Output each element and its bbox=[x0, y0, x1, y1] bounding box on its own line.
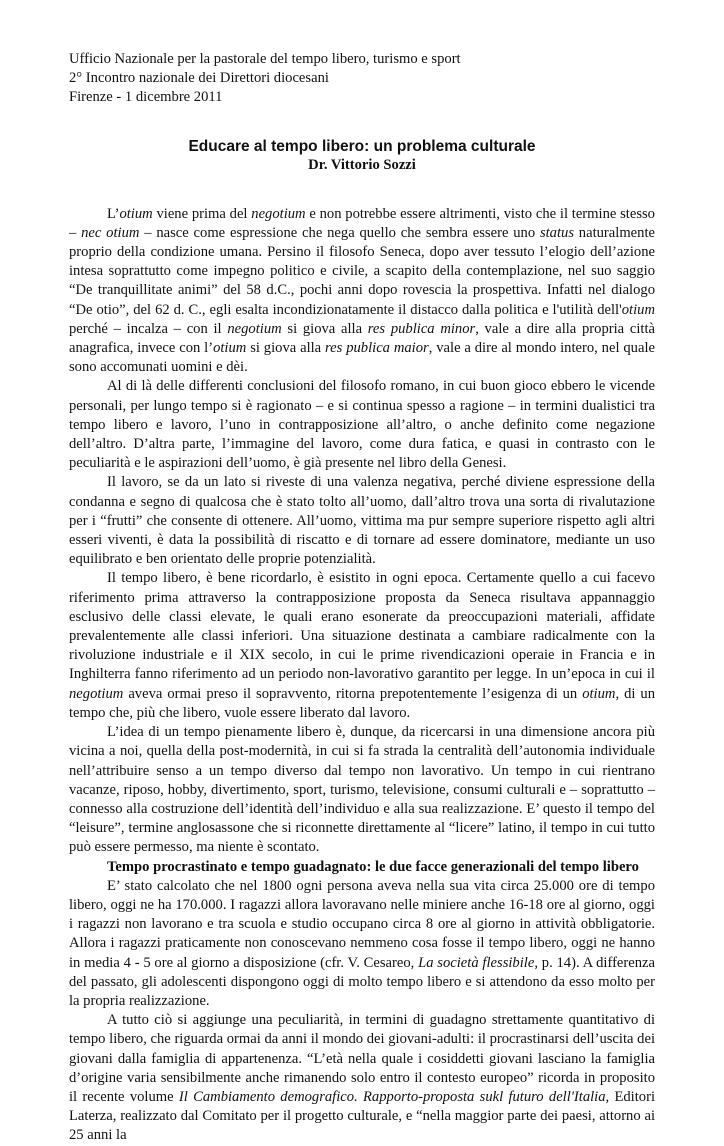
text-run: L’ bbox=[107, 205, 120, 222]
italic-term: negotium bbox=[251, 205, 306, 222]
paragraph-4 bbox=[69, 569, 655, 723]
text-run: – nasce come espressione che nega quello che sembra essere uno bbox=[139, 224, 540, 241]
text-run: Editori Laterza, realizzato dal Comitato per il progetto culturale, e “nella maggior parte dei paesi, attorno ai 25 anni la bbox=[69, 1088, 656, 1144]
title-block bbox=[69, 137, 655, 175]
paragraph-5: L’idea di un tempo pienamente libero è, dunque, da ricercarsi in una dimensione ancora più vicina a noi, quella della post-modernità, in cui si fa strada la centralità dell’autonomia individuale nell’attribuire senso a un tempo diverso dal tempo non lavorativo. Un tempo in cui rientrano vacanze, riposo, hobby, divertimento, sport, turismo, televisione, consumi culturali e – soprattutto – connesso alla costruzione dell’identità dell’individuo e alla sua realizzazione. E’ questo il tempo del “leisure”, termine anglosassone che si riconnette direttamente al “licere” latino, il tempo in cui tutto può essere permesso, ma niente è scontato. bbox=[69, 724, 655, 856]
text-run: viene prima del bbox=[152, 205, 252, 222]
text-run: si giova alla bbox=[281, 320, 368, 337]
text-run: si giova alla bbox=[246, 340, 326, 357]
italic-term: otium bbox=[119, 205, 153, 222]
header-place-date: Firenze - 1 dicembre 2011 bbox=[69, 89, 223, 106]
document-author: Dr. Vittorio Sozzi bbox=[308, 156, 416, 173]
section-heading: Tempo procrastinato e tempo guadagnato: le due facce generazionali del tempo libero bbox=[107, 858, 639, 875]
section-paragraph-2 bbox=[69, 1011, 655, 1145]
text-run: aveva ormai preso il sopravvento, ritorna prepotentemente l’esigenza di un bbox=[123, 685, 583, 702]
text-run: perché – incalza – con il bbox=[69, 320, 228, 337]
italic-term: negotium bbox=[69, 685, 124, 702]
text-run: naturalmente proprio della condizione umana. Persino il filosofo Seneca, dopo aver tessuto l’elogio dell’azione intesa soprattutto come impegno politico e civile, a scapito della contemplazione, nel suo saggio “De tranquillitate animi” del 58 d.C., pochi anni dopo rovescia la prospettiva. Infatti nel dialogo “De otio”, del 62 d. C., egli esalta incondizionatamente il distacco dalla politica e l'utilità dell' bbox=[69, 224, 655, 318]
italic-term: negotium bbox=[227, 320, 282, 337]
document-page bbox=[69, 50, 655, 1146]
text-run: E’ stato calcolato che nel 1800 ogni persona aveva nella sua vita circa 25.000 ore di tempo libero, oggi ne ha 170.000. I ragazzi allora lavoravano nelle miniere anche 16-18 ore al giorno, oggi i ragazzi non lavorano e tra scuola e studio occupano circa 8 ore al giorno in attività obbligatorie. Allora i ragazzi praticamente non conoscevano nemmeno cosa fosse il tempo libero, oggi ne hanno in media 4 - 5 ore al giorno a disposizione (cfr. V. Cesareo, bbox=[69, 877, 655, 971]
text-run: Il tempo libero, è bene ricordarlo, è esistito in ogni epoca. Certamente quello a cui facevo riferimento prima attraverso la contrapposizione proposta da Seneca risultava appannaggio esclusivo delle classi elevate, le quali erano esonerate da preoccupazioni materiali, affidate prevalentemente alle classi inferiori. Una situazione destinata a cambiare radicalmente con la rivoluzione industriale e il XIX secolo, in cui le prime rivendicazioni operaie in Francia e in Inghilterra fanno riferimento ad un periodo non-lavorativo garantito per legge. In un’epoca in cui il bbox=[69, 570, 655, 683]
document-body bbox=[69, 205, 655, 858]
italic-term: res publica maior bbox=[325, 340, 429, 357]
text-run: A tutto ciò si aggiunge una peculiarità, in termini di guadagno strettamente quantitativo di tempo libero, che riguarda ormai da anni il mondo dei giovani-adulti: il procrastinarsi dell’uscita dei giovani dalla famiglia di appartenenza. “L’età nella quale i cosiddetti giovani lasciano la famiglia d’origine varia sensibilmente anche rimanendo solo entro il contesto europeo” ricorda in proposito il recente volume bbox=[69, 1012, 655, 1105]
text-run: e non potrebbe essere altrimenti, visto che il termine stesso – bbox=[69, 205, 655, 241]
paragraph-1 bbox=[69, 205, 655, 378]
text-run: , vale a dire al mondo intero, nel quale sono accomunati uomini e dèi. bbox=[69, 340, 655, 376]
text-run: , di un tempo che, più che libero, vuole essere liberato dal lavoro. bbox=[69, 685, 656, 721]
italic-term: res publica minor bbox=[367, 320, 476, 337]
italic-term: nec otium bbox=[81, 224, 140, 241]
section-paragraph-1 bbox=[69, 877, 655, 1011]
document-title: Educare al tempo libero: un problema culturale bbox=[188, 137, 536, 155]
italic-term: otium bbox=[582, 685, 616, 702]
text-run: , vale a dire alla propria città anagrafica, invece con l’ bbox=[69, 320, 655, 357]
text-run: , p. 14). A differenza del passato, gli adolescenti dispongono oggi di molto tempo libero e si attendono da esso molto per la propria realizzazione. bbox=[69, 954, 656, 1009]
italic-term: otium bbox=[213, 340, 247, 357]
paragraph-3: Il lavoro, se da un lato si riveste di una valenza negativa, perché diviene espressione della condanna e segno di qualcosa che è stato tolto all’uomo, dall’altro trova una sorta di rivalutazione per i “frutti” che consente di ottenere. All’uomo, vittima ma pur sempre superiore rispetto agli altri esseri viventi, è data la possibilità di riscatto e di tornare ad essere dominatore, mediante un uso equilibrato e ben orientato delle proprie potenzialità. bbox=[69, 474, 655, 568]
header-event: 2° Incontro nazionale dei Direttori diocesani bbox=[69, 70, 329, 87]
italic-book-title: La società flessibile bbox=[418, 954, 535, 971]
header-office: Ufficio Nazionale per la pastorale del tempo libero, turismo e sport bbox=[69, 51, 461, 67]
section-tempo-procrastinato bbox=[69, 858, 655, 1146]
italic-term: status bbox=[539, 224, 574, 241]
italic-term: otium bbox=[621, 301, 655, 318]
paragraph-2: Al di là delle differenti conclusioni del filosofo romano, in cui buon gioco ebbero le vicende personali, per lungo tempo si è ragionato – e si continua spesso a ragione – in termini dualistici tra tempo libero e lavoro, l’uno in contrapposizione all’altro, o anche definito come negazione dell’altro. D’altra parte, l’immagine del lavoro, come dura fatica, e quasi in contrasto con le peculiarità e le aspirazioni dell’uomo, è già presente nel libro della Genesi. bbox=[69, 378, 655, 472]
italic-book-title: Il Cambiamento demografico. Rapporto-proposta sukl futuro dell'Italia, bbox=[178, 1088, 610, 1105]
